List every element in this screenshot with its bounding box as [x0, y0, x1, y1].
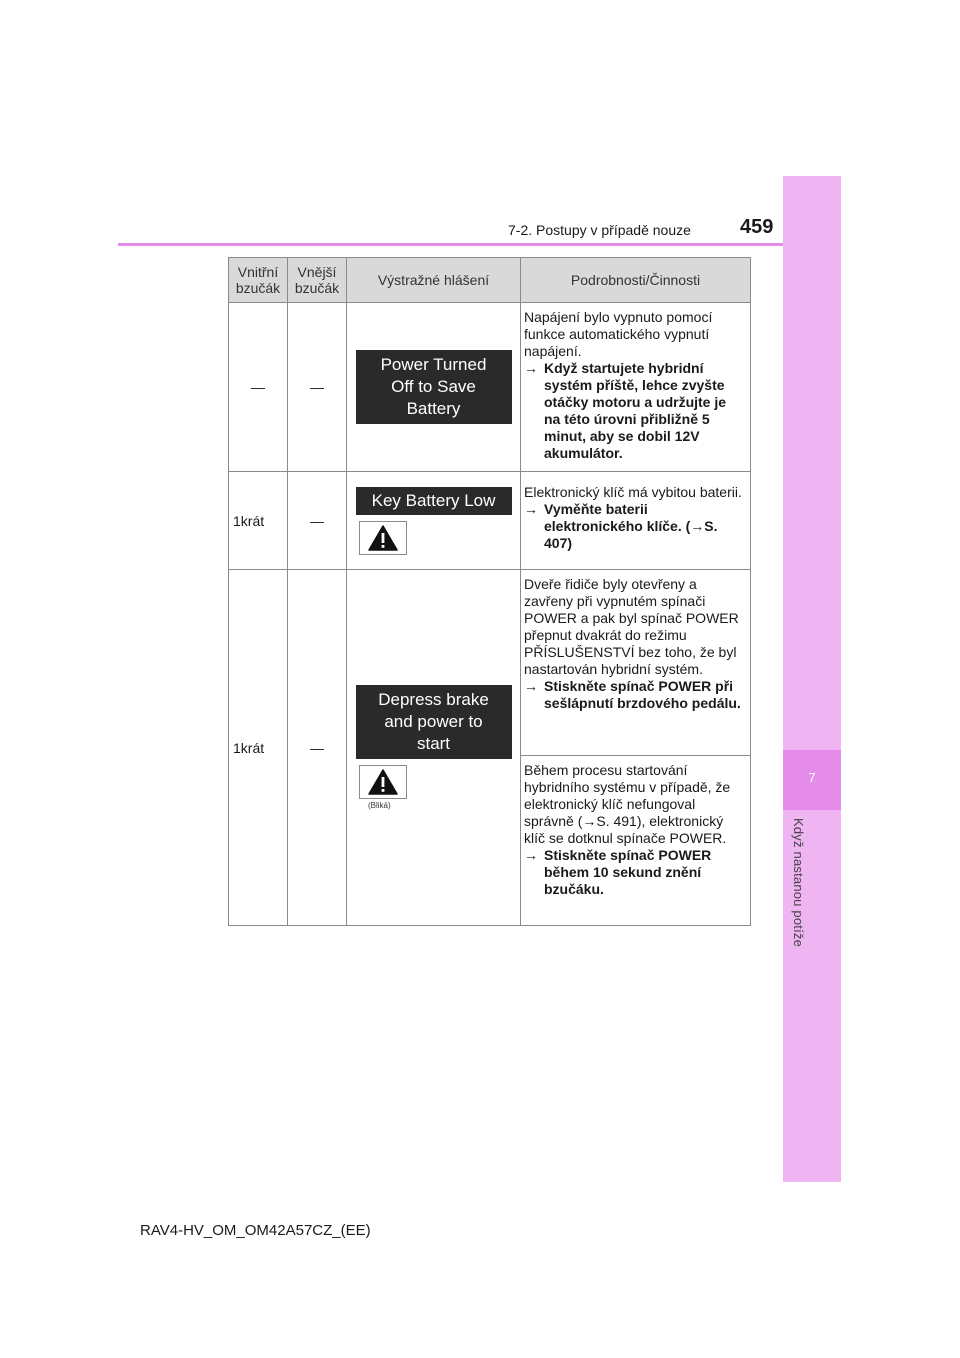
details-action-text: Stiskněte spínač POWER při sešlápnutí brzdového pedálu. — [544, 678, 741, 711]
warning-message-display: Power Turned Off to Save Battery — [356, 350, 512, 424]
warning-icon-box — [359, 765, 407, 799]
details-action — [524, 501, 746, 552]
details-cell — [521, 303, 751, 472]
details-description: Během procesu startování hybridního systému v případě, že elektronický klíč nefungoval správně (→S. 491), elektronický klíč se dotknul spínače POWER. — [524, 762, 731, 846]
arrow-icon: → — [524, 847, 538, 863]
warning-table — [228, 257, 751, 926]
message-cell — [347, 570, 521, 926]
table-row — [229, 472, 751, 570]
details-action-text: Když startujete hybridní systém příště, lehce zvyšte otáčky motoru a udržujte je na této úrovni přibližně 5 minut, aby se dobil 12V akumulátor. — [544, 360, 727, 461]
details-action — [524, 360, 746, 462]
side-chapter-title: Když nastanou potíže — [791, 818, 806, 948]
header-outer-buzzer: Vnější bzučák — [288, 258, 347, 303]
warning-icon-box — [359, 521, 407, 555]
outer-buzzer-cell: — — [288, 303, 347, 472]
section-title: 7-2. Postupy v případě nouze — [508, 222, 691, 238]
inner-buzzer-cell: 1krát — [229, 570, 288, 926]
document-footer: RAV4-HV_OM_OM42A57CZ_(EE) — [140, 1222, 371, 1239]
table-row — [229, 570, 751, 756]
inner-buzzer-cell: — — [229, 303, 288, 472]
details-action — [524, 847, 746, 898]
blink-note: (Bliká) — [368, 801, 391, 810]
table-header-row — [229, 258, 751, 303]
details-description: Napájení bylo vypnuto pomocí funkce automatického vypnutí napájení. — [524, 309, 713, 359]
arrow-icon: → — [524, 501, 538, 517]
arrow-icon: → — [524, 360, 538, 376]
warning-message-display: Depress brake and power to start — [356, 685, 512, 759]
table-row — [229, 303, 751, 472]
inner-buzzer-cell: 1krát — [229, 472, 288, 570]
message-cell — [347, 303, 521, 472]
details-action-text: Vyměňte baterii elektronického klíče. (→S. 407) — [544, 501, 718, 551]
warning-message-display: Key Battery Low — [356, 487, 512, 515]
arrow-icon: → — [524, 678, 538, 694]
header-inner-buzzer: Vnitřní bzučák — [229, 258, 288, 303]
warning-triangle-icon — [368, 525, 398, 551]
details-action — [524, 678, 746, 712]
page-number: 459 — [740, 216, 774, 238]
header-message: Výstražné hlášení — [347, 258, 521, 303]
side-chapter-number: 7 — [808, 770, 816, 785]
outer-buzzer-cell: — — [288, 472, 347, 570]
header-details: Podrobnosti/Činnosti — [521, 258, 751, 303]
details-cell — [521, 472, 751, 570]
side-chapter-tab — [783, 176, 841, 1182]
warning-triangle-icon — [368, 769, 398, 795]
details-cell — [521, 756, 751, 926]
details-description: Dveře řidiče byly otevřeny a zavřeny při vypnutém spínači POWER a pak byl spínač POWER přepnut dvakrát do režimu PŘÍSLUŠENSTVÍ bez toho, že byl nastartován hybridní systém. — [524, 576, 739, 677]
details-action-text: Stiskněte spínač POWER během 10 sekund znění bzučáku. — [544, 847, 712, 897]
details-description: Elektronický klíč má vybitou baterii. — [524, 484, 742, 500]
details-cell — [521, 570, 751, 756]
outer-buzzer-cell: — — [288, 570, 347, 926]
header-rule — [118, 243, 783, 246]
message-cell — [347, 472, 521, 570]
